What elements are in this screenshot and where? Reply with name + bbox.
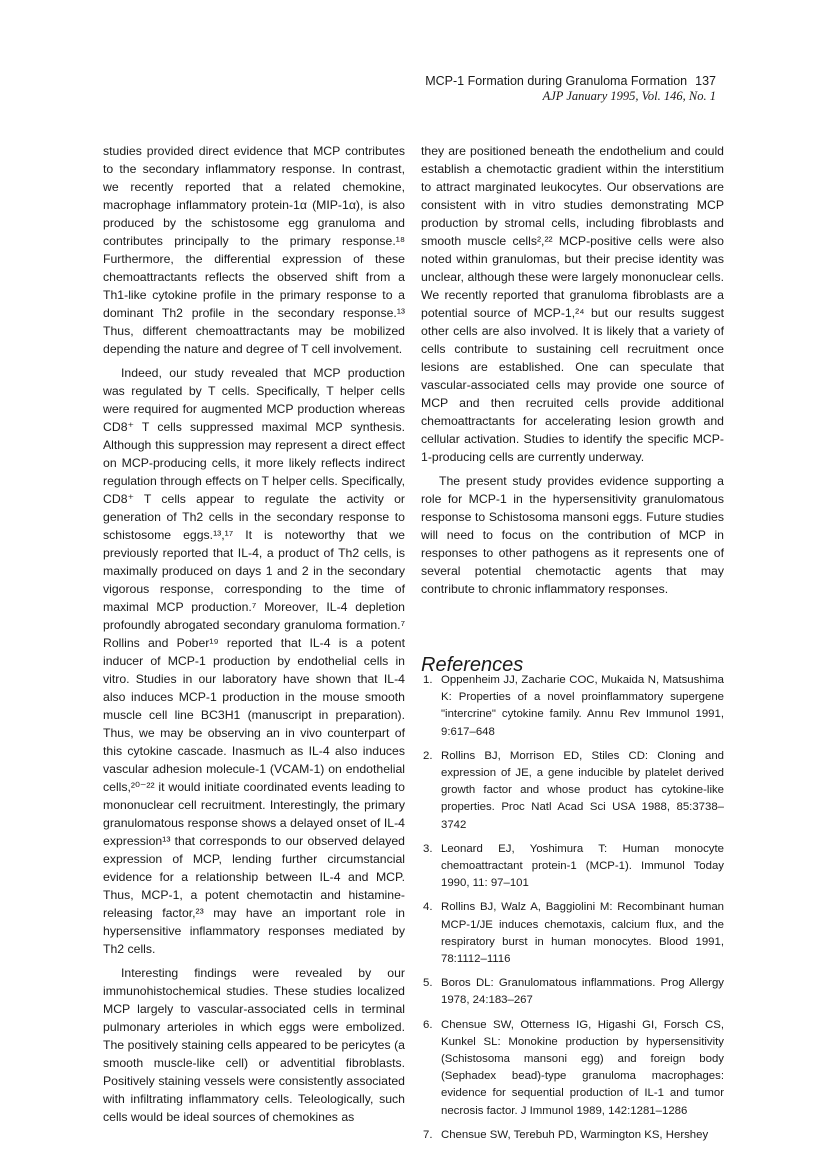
reference-number: 7.: [423, 1128, 433, 1141]
page-number: 137: [695, 74, 716, 88]
reference-item: [421, 1127, 724, 1144]
running-head-title: MCP-1 Formation during Granuloma Formation: [425, 74, 688, 88]
reference-number: 6.: [423, 1018, 433, 1031]
reference-text: Chensue SW, Terebuh PD, Warmington KS, Hershey: [441, 1128, 709, 1141]
left-paragraph-1: studies provided direct evidence that MCP contributes to the secondary inflammatory response. In contrast, we recently reported that a related chemokine, macrophage inflammatory protein-1α (MIP-1α), is also produced by the schistosome egg granuloma and contributes principally to the primary response.¹⁸ Furthermore, the differential expression of these chemoattractants reflects the observed shift from a Th1-like cytokine profile in the primary response to a dominant Th2 profile in the secondary response.¹³ Thus, different chemoattractants may be mobilized depending the nature and degree of T cell involvement.: [103, 144, 405, 356]
right-paragraph-2: The present study provides evidence supporting a role for MCP-1 in the hypersensitivity granulomatous response to Schistosoma mansoni eggs. Future studies will need to focus on the contribution of MCP in responses to other pathogens as it represents one of several potential chemotactic agents that may contribute to chronic inflammatory responses.: [421, 474, 724, 596]
reference-item: [421, 672, 724, 741]
reference-item: [421, 1017, 724, 1120]
reference-text: Oppenheim JJ, Zacharie COC, Mukaida N, Matsushima K: Properties of a novel proinflammatory supergene "intercrine" cytokine family. Annu Rev Immunol 1991, 9:617–648: [441, 674, 724, 738]
reference-list: [421, 672, 724, 1151]
reference-number: 4.: [423, 901, 433, 914]
reference-text: Rollins BJ, Morrison ED, Stiles CD: Cloning and expression of JE, a gene inducible by platelet derived growth factor and whose product has cytokine-like properties. Proc Natl Acad Sci USA 1988, 85:3738–3742: [441, 749, 724, 831]
journal-citation: AJP January 1995, Vol. 146, No. 1: [542, 89, 716, 103]
reference-text: Chensue SW, Otterness IG, Higashi GI, Forsch CS, Kunkel SL: Monokine production by hypersensitivity (Schistosoma mansoni egg) and foreign body (Sephadex bead)-type granuloma macrophages: evidence for sequential production of IL-1 and tumor necrosis factor. J Immunol 1989, 142:1281–1286: [441, 1018, 724, 1117]
running-head: [425, 74, 716, 104]
running-head-title-line: [425, 74, 716, 89]
reference-item: [421, 748, 724, 834]
reference-number: 2.: [423, 749, 433, 762]
left-column: [103, 142, 405, 1126]
references-heading: References: [421, 653, 524, 676]
reference-item: [421, 899, 724, 968]
reference-text: Leonard EJ, Yoshimura T: Human monocyte chemoattractant protein-1 (MCP-1). Immunol Today 1990, 11: 97–101: [441, 842, 724, 890]
left-paragraph-2: Indeed, our study revealed that MCP production was regulated by T cells. Specifically, T helper cells were required for augmented MCP production whereas CD8⁺ T cells suppressed maximal MCP synthesis. Although this suppression may represent a direct effect on MCP-producing cells, it more likely reflects indirect regulation through effects on T helper cells. Specifically, CD8⁺ T cells appear to regulate the activity or generation of Th2 cells in the secondary response to schistosome eggs.¹³,¹⁷ It is noteworthy that we previously reported that IL-4, a product of Th2 cells, is maximally produced on days 1 and 2 in the secondary vigorous response, corresponding to the time of maximal MCP production.⁷ Moreover, IL-4 depletion profoundly abrogated secondary granuloma formation.⁷ Rollins and Pober¹⁹ reported that IL-4 is a potent inducer of MCP-1 production by endothelial cells in vitro. Studies in our laboratory have shown that IL-4 also induces MCP-1 production in the mouse smooth muscle cell line BC3H1 (manuscript in preparation). Thus, we may be observing an in vivo counterpart of this cytokine cascade. Inasmuch as IL-4 also induces vascular adhesion molecule-1 (VCAM-1) on endothelial cells,²⁰⁻²² it would initiate coordinated events leading to mononuclear cell recruitment. Interestingly, the primary granulomatous response shows a delayed onset of IL-4 expression¹³ that corresponds to our observed delayed expression of MCP, lending further circumstancial evidence for a relationship between IL-4 and MCP. Thus, MCP-1, a potent chemotactin and histamine-releasing factor,²³ may have an important role in hypersensitive inflammatory responses mediated by Th2 cells.: [103, 366, 405, 956]
reference-number: 1.: [423, 674, 433, 686]
reference-item: [421, 975, 724, 1009]
right-column: [421, 142, 724, 598]
reference-text: Rollins BJ, Walz A, Baggiolini M: Recombinant human MCP-1/JE induces chemotaxis, calcium flux, and the respiratory burst in human monocytes. Blood 1991, 78:1112–1116: [441, 901, 724, 966]
right-paragraph-1: they are positioned beneath the endothelium and could establish a chemotactic gradient within the interstitium to attract marginated leukocytes. Our observations are consistent with in vitro studies demonstrating MCP production by stromal cells, including fibroblasts and smooth muscle cells²,²² MCP-positive cells were also noted within granulomas, but their precise identity was unclear, although these were largely mononuclear cells. We recently reported that granuloma fibroblasts are a potential source of MCP-1,²⁴ but our results suggest other cells are also involved. It is likely that a variety of cells contribute to sustaining cell recruitment once lesions are established. One can speculate that vascular-associated cells may provide one source of MCP and then recruited cells provide additional chemoattractants for accelerating lesion growth and cellular activation. Studies to identify the specific MCP-1-producing cells are currently underway.: [421, 144, 724, 464]
left-paragraph-3: Interesting findings were revealed by our immunohistochemical studies. These studies localized MCP largely to vascular-associated cells in terminal pulmonary arterioles in which eggs were embolized. The positively staining cells appeared to be pericytes (a smooth muscle-like cell) or adventitial fibroblasts. Positively staining vessels were consistently associated with infiltrating inflammatory cells. Teleologically, such cells would be ideal sources of chemokines as: [103, 966, 405, 1124]
reference-number: 5.: [423, 977, 433, 990]
reference-item: [421, 841, 724, 893]
reference-number: 3.: [423, 842, 433, 855]
reference-text: Boros DL: Granulomatous inflammations. Prog Allergy 1978, 24:183–267: [441, 977, 724, 1007]
